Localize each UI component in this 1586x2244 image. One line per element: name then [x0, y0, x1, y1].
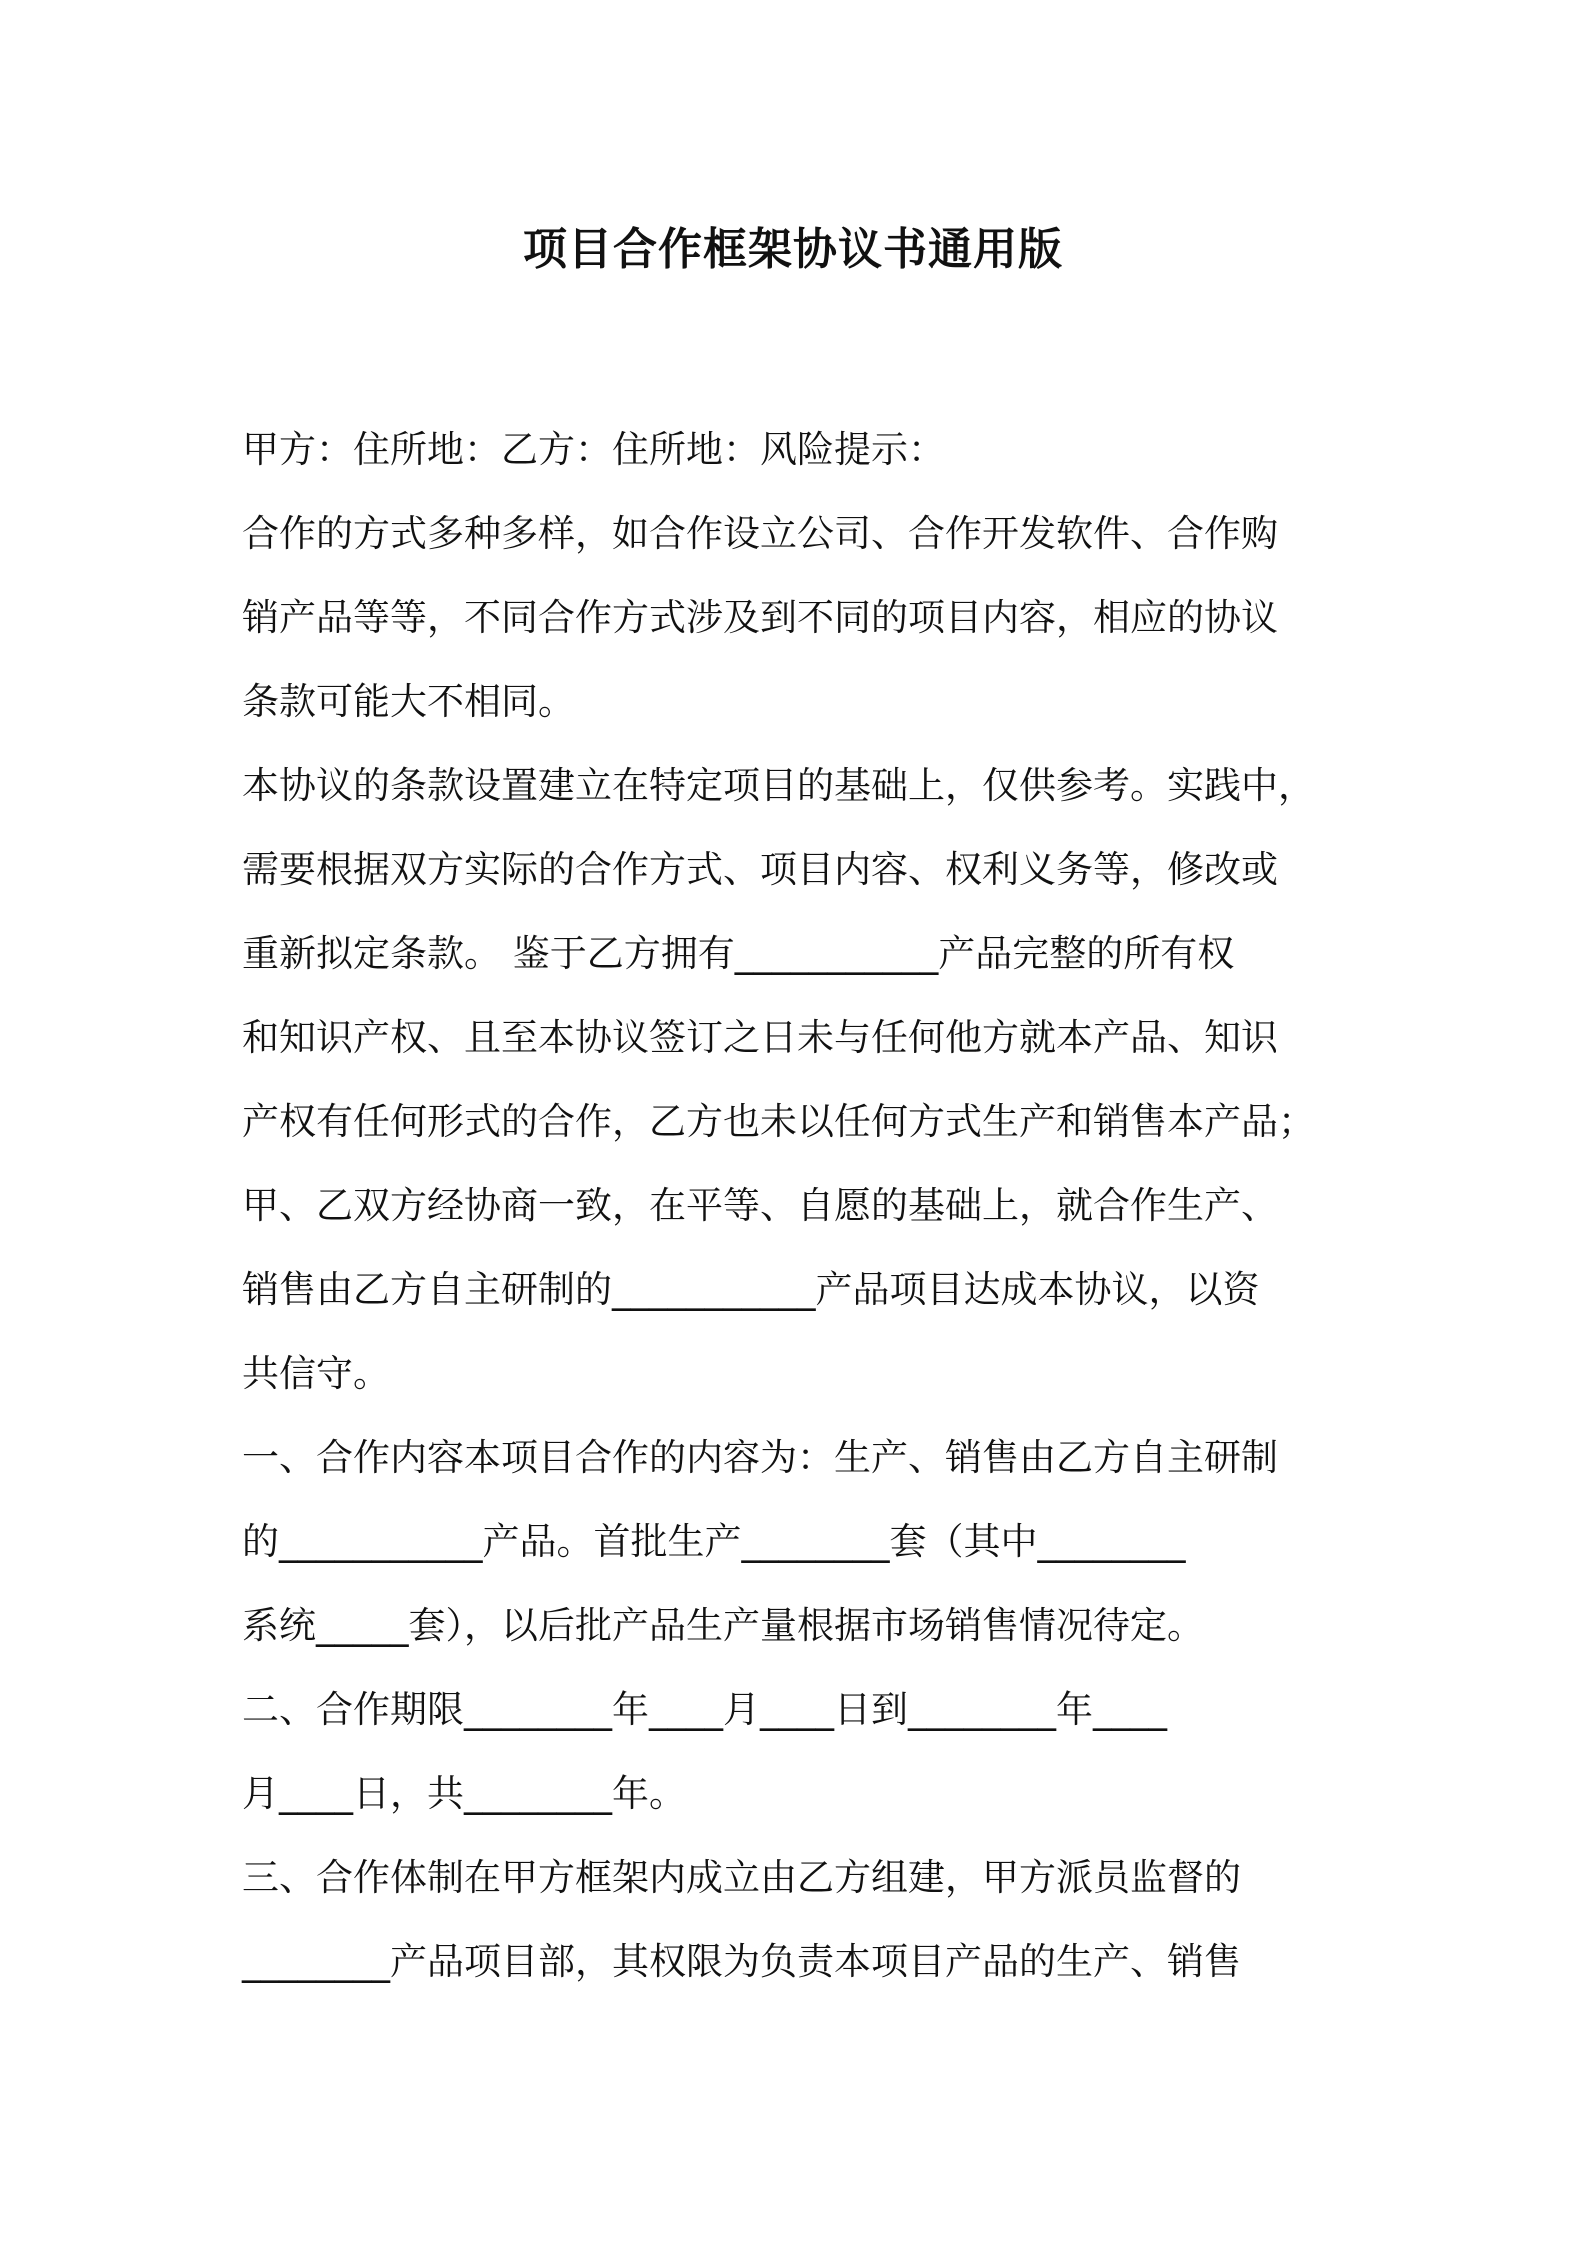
text-line: 条款可能大不相同。 — [242, 680, 575, 723]
text-line: 的___________产品。首批生产________套（其中________ — [242, 1520, 1186, 1563]
text-line: 销产品等等，不同合作方式涉及到不同的项目内容，相应的协议 — [242, 596, 1278, 639]
text-line: 月____日，共________年。 — [242, 1772, 686, 1815]
text-line: 和知识产权、且至本协议签订之日未与任何他方就本产品、知识 — [242, 1016, 1278, 1059]
text-line: 合作的方式多种多样，如合作设立公司、合作开发软件、合作购 — [242, 512, 1278, 555]
text-line: 共信守。 — [242, 1352, 390, 1395]
text-line: 系统_____套），以后批产品生产量根据市场销售情况待定。 — [242, 1604, 1204, 1647]
text-line: 需要根据双方实际的合作方式、项目内容、权利义务等，修改或 — [242, 848, 1278, 891]
text-line: 甲方：住所地：乙方：住所地：风险提示： — [242, 428, 945, 471]
text-line: 销售由乙方自主研制的___________产品项目达成本协议，以资 — [242, 1268, 1260, 1311]
text-line: ________产品项目部，其权限为负责本项目产品的生产、销售 — [242, 1940, 1241, 1983]
text-line: 一、合作内容本项目合作的内容为：生产、销售由乙方自主研制 — [242, 1436, 1278, 1479]
text-line: 产权有任何形式的合作，乙方也未以任何方式生产和销售本产品； — [242, 1100, 1315, 1143]
document-body — [242, 408, 1362, 2004]
text-line: 甲、乙双方经协商一致，在平等、自愿的基础上，就合作生产、 — [242, 1184, 1278, 1227]
text-line: 重新拟定条款。 鉴于乙方拥有___________产品完整的所有权 — [242, 932, 1235, 975]
text-line: 本协议的条款设置建立在特定项目的基础上，仅供参考。实践中， — [242, 764, 1315, 807]
text-line: 三、合作体制在甲方框架内成立由乙方组建，甲方派员监督的 — [242, 1856, 1241, 1899]
document-title: 项目合作框架协议书通用版 — [523, 224, 1063, 275]
text-line: 二、合作期限________年____月____日到________年____ — [242, 1688, 1167, 1731]
